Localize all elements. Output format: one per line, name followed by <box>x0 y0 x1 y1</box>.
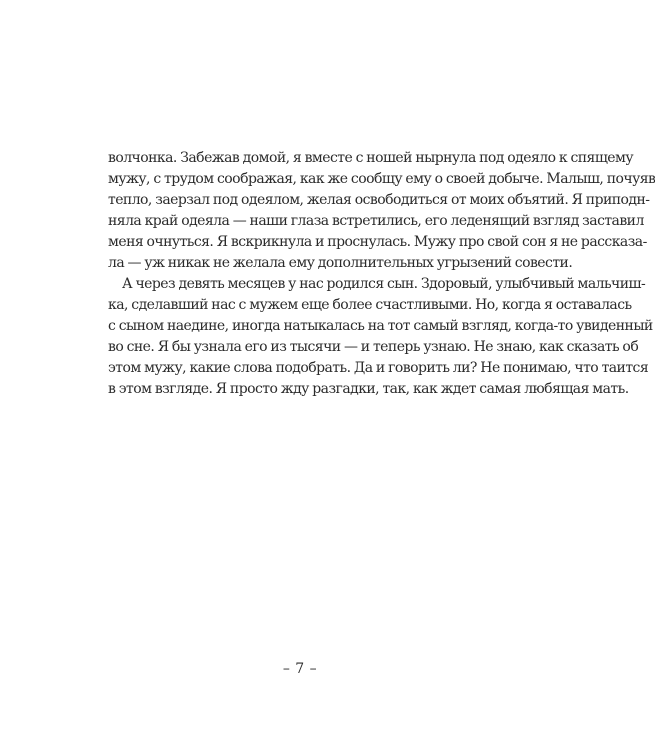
text-line: ла — уж никак не желала ему дополнительных угрызений совести. <box>108 255 573 271</box>
page-number: – 7 – <box>282 661 318 677</box>
text-line: во сне. Я бы узнала его из тысячи — и теперь узнаю. Не знаю, как сказать об <box>108 339 639 355</box>
text-line: в этом взгляде. Я просто жду разгадки, так, как ждет самая любящая мать. <box>108 381 629 397</box>
body-text <box>108 148 655 400</box>
text-line: няла край одеяла — наши глаза встретились, его леденящий взгляд заставил <box>108 213 644 229</box>
paragraph-2 <box>108 274 653 400</box>
text-line: с сыном наедине, иногда натыкалась на тот самый взгляд, когда-то увиденный <box>108 318 653 334</box>
text-line: этом мужу, какие слова подобрать. Да и говорить ли? Не понимаю, что таится <box>108 360 649 376</box>
paragraph-1 <box>108 148 655 274</box>
text-line: волчонка. Забежав домой, я вместе с ношей нырнула под одеяло к спящему <box>108 150 634 166</box>
text-line: ка, сделавший нас с мужем еще более счастливыми. Но, когда я оставалась <box>108 297 632 313</box>
text-line: А через девять месяцев у нас родился сын. Здоровый, улыбчивый мальчиш- <box>122 276 646 292</box>
text-line: тепло, заерзал под одеялом, желая освободиться от моих объятий. Я приподн- <box>108 192 650 208</box>
text-line: мужу, с трудом соображая, как же сообщу ему о своей добыче. Малыш, почуяв <box>108 171 655 187</box>
text-line: меня очнуться. Я вскрикнула и проснулась. Мужу про свой сон я не рассказа- <box>108 234 647 250</box>
